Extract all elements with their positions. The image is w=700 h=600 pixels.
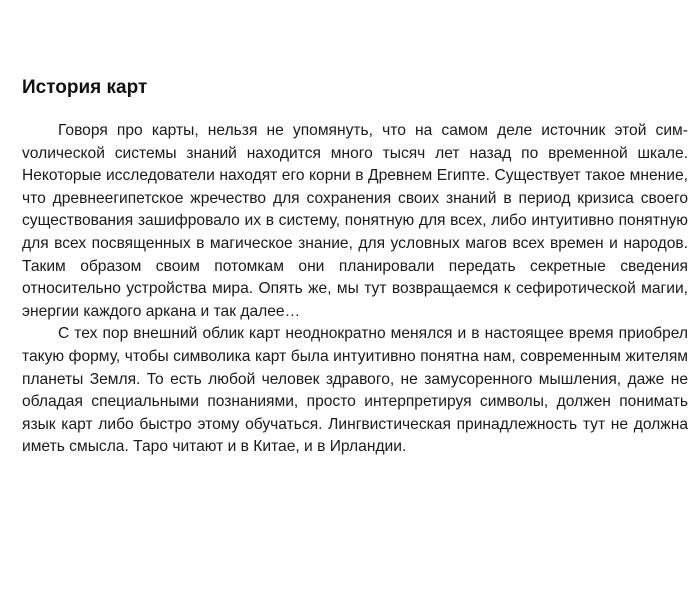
paragraph-2: С тех пор внешний облик карт неоднократно менялся и в настоящее время приобрел такую форму, чтобы символика карт была интуитивно понятна нам, современным жителям планеты Земля. То есть любой человек здравого, не замусоренного мышления, даже не обладая специальными познаниями, просто интерпретируя символы, должен понимать язык карт либо быстро этому обучаться. Лингвистическая принадлежность тут не должна иметь смысла. Таро читают и в Китае, и в Ирландии. bbox=[22, 325, 688, 456]
document-page bbox=[22, 76, 688, 459]
paragraph-1: Говоря про карты, нельзя не упомянуть, что на самом деле источник этой симvолической системы знаний находится много тысяч лет назад по временной шкале. Некоторые исследователи находят его корни в Древнем Египте. Существует такое мнение, что древнеегипетское жречество для сохранения своих знаний в период кризиса своего существования зашифровало их в систему, понятную для всех, либо интуитивно понятную для всех посвященных в магическое знание, для условных магов всех времен и народов. Таким образом своим потомкам они планировали передать секретные сведения относительно устройства мира. Опять же, мы тут возвращаемся к сефиротической магии, энергии каждого аркана и так далее… bbox=[22, 122, 688, 320]
section-heading: История карт bbox=[22, 77, 148, 98]
